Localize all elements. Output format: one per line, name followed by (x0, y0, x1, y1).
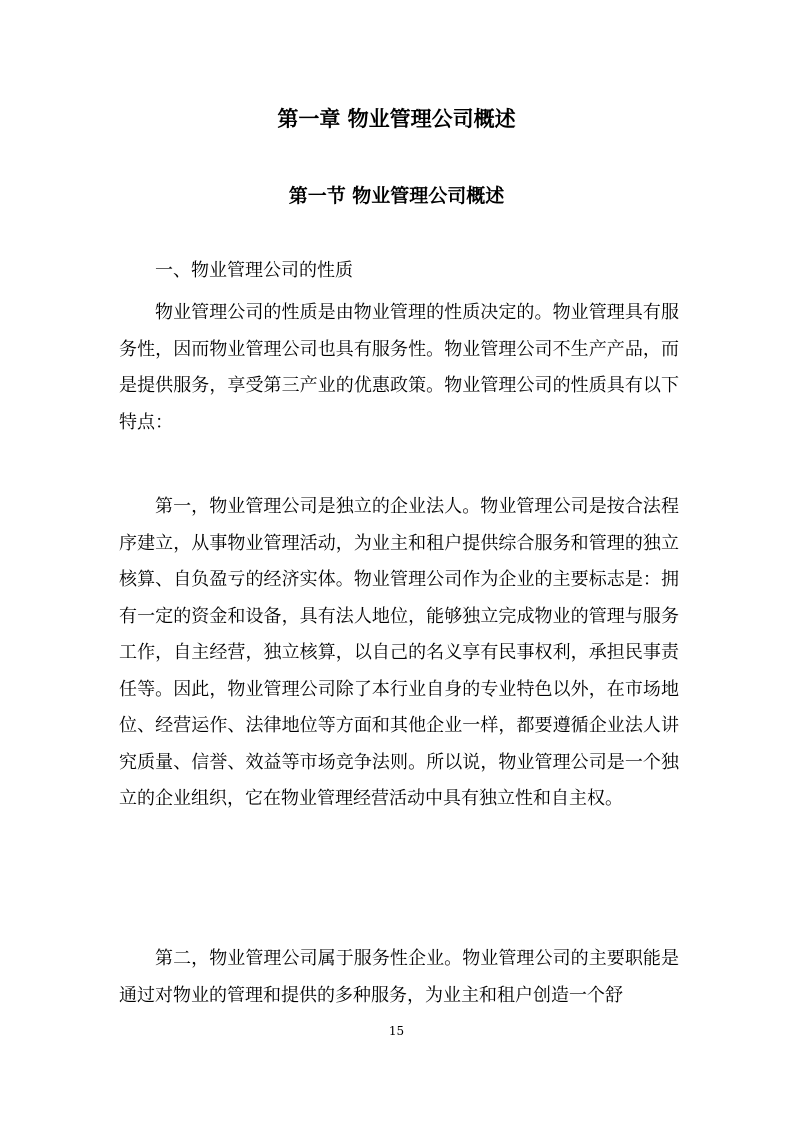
subheading-block (119, 253, 679, 290)
paragraph-block-1 (119, 295, 679, 441)
page-number: 15 (388, 1024, 405, 1038)
section-title: 第一节 物业管理公司概述 (288, 185, 505, 207)
chapter-title: 第一章 物业管理公司概述 (277, 106, 516, 131)
paragraph: 物业管理公司的性质是由物业管理的性质决定的。物业管理具有服务性，因而物业管理公司也具有服务性。物业管理公司不生产产品，而是提供服务，享受第三产业的优惠政策。物业管理公司的性质具有以下特点： (119, 302, 679, 433)
subheading: 一、物业管理公司的性质 (155, 260, 353, 281)
paragraph-block-3 (119, 941, 679, 1014)
paragraph: 第一，物业管理公司是独立的企业法人。物业管理公司是按合法程序建立，从事物业管理活动，为业主和租户提供综合服务和管理的独立核算、自负盈亏的经济实体。物业管理公司作为企业的主要标志是：拥有一定的资金和设备，具有法人地位，能够独立完成物业的管理与服务工作，自主经营，独立核算，以自己的名义享有民事权利，承担民事责任等。因此，物业管理公司除了本行业自身的专业特色以外，在市场地位、经营运作、法律地位等方面和其他企业一样，都要遵循企业法人讲究质量、信誉、效益等市场竞争法则。所以说，物业管理公司是一个独立的企业组织，它在物业管理经营活动中具有独立性和自主权。 (119, 496, 679, 809)
paragraph: 第二，物业管理公司属于服务性企业。物业管理公司的主要职能是通过对物业的管理和提供的多种服务，为业主和租户创造一个舒 (119, 948, 679, 1006)
paragraph-block-2 (119, 489, 679, 818)
